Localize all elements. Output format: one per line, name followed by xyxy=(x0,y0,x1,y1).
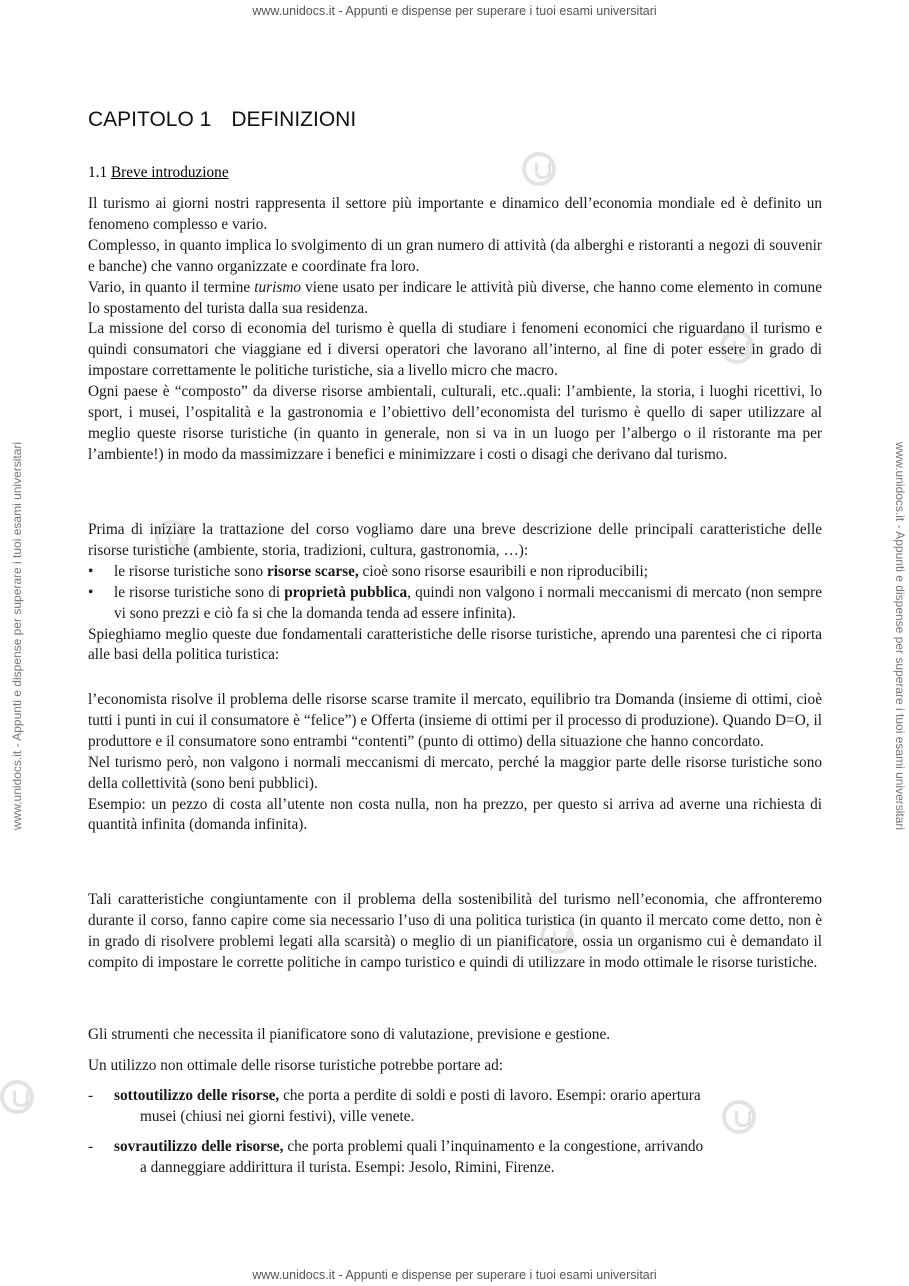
watermark-logo-icon xyxy=(522,152,556,186)
bullet-list xyxy=(88,562,822,625)
dash-icon: - xyxy=(88,1137,94,1155)
watermark-bottom xyxy=(0,1268,909,1282)
chapter-heading xyxy=(88,108,356,132)
list-item: - sovrautilizzo delle risorse, che porta problemi quali l’inquinamento e la congestione, arrivando a danneggiare addirittura il turista. Esempi: Jesolo, Rimini, Firenze. xyxy=(88,1137,704,1176)
chapter-number: CAPITOLO 1 xyxy=(88,108,212,131)
paragraph: La missione del corso di economia del turismo è quella di studiare i fenomeni economici che riguardano il turismo e quindi consumatori che viaggiane ed i diversi operatori che lavorano all’interno, al fine di poter essere in grado di impostare correttamente le politiche turistiche, sia a livello micro che macro. xyxy=(88,320,822,380)
paragraph: l’economista risolve il problema delle risorse scarse tramite il mercato, equilibrio tra Domanda (insieme di ottimi, cioè tutti i punti in cui il consumatore è “felice”) e Offerta (insieme di ottimi per il processo di produzione). Quando D=O, il produttore e il consumatore sono entrambi “contenti” (punto di ottimo) della situazione che hanno concordato. xyxy=(88,691,822,750)
dash-icon: - xyxy=(88,1087,94,1104)
market-block xyxy=(88,690,822,836)
watermark-left: www.unidocs.it - Appunti e dispense per superare i tuoi esami universitari xyxy=(10,441,24,831)
paragraph: Gli strumenti che necessita il pianificatore sono di valutazione, previsione e gestione. xyxy=(88,1026,611,1043)
emphasis-term: turismo xyxy=(254,278,302,296)
tools-line xyxy=(88,1025,822,1046)
list-item: • le risorse turistiche sono risorse scarse, cioè sono risorse esauribili e non riproducibili; xyxy=(88,562,822,583)
paragraph: Vario, in quanto il termine turismo viene usato per indicare le attività più diverse, che hanno come elemento in comune lo spostamento del turista dalla sua residenza. xyxy=(88,278,822,317)
paragraph: Nel turismo però, non valgono i normali meccanismi di mercato, perché la maggior parte delle risorse turistiche sono della collettività (sono beni pubblici). xyxy=(88,753,822,792)
paragraph: Prima di iniziare la trattazione del corso vogliamo dare una breve descrizione delle principali caratteristiche delle risorse turistiche (ambiente, storia, tradizioni, cultura, gastronomia, …): xyxy=(88,521,822,559)
characteristics-block xyxy=(88,520,822,666)
paragraph: Complesso, in quanto implica lo svolgimento di un gran numero di attività (da alberghi e ristoranti a negozi di souvenir e banche) che vanno organizzate e coordinate fra loro. xyxy=(88,236,822,275)
watermark-bottom-text: www.unidocs.it - Appunti e dispense per superare i tuoi esami universitari xyxy=(252,1268,657,1282)
watermark-top xyxy=(0,4,909,18)
watermark-right: www.unidocs.it - Appunti e dispense per superare i tuoi esami universitari xyxy=(893,441,907,831)
dash-list-block xyxy=(88,1086,822,1188)
paragraph: Ogni paese è “composto” da diverse risorse ambientali, culturali, etc..quali: l’ambiente, la storia, i luoghi ricettivi, lo sport, i musei, l’ospitalità e la gastronomia e l’obiettivo dell’economista del turismo è quello di saper utilizzare al meglio queste risorse turistiche (in quanto in generale, non si va in un luogo per l’albergo o il ristorante ma per l’ambiente!) in modo da massimizzare i benefici e minimizzare i costi o disagi che derivano dal turismo. xyxy=(88,383,822,463)
chapter-title: DEFINIZIONI xyxy=(231,108,357,131)
watermark-logo-icon xyxy=(0,1080,34,1114)
paragraph: Esempio: un pezzo di costa all’utente non costa nulla, non ha prezzo, per questo si arriva ad averne una richiesta di quantità infinita (domanda infinita). xyxy=(88,795,822,834)
list-item: - sottoutilizzo delle risorse, che porta a perdite di soldi e posti di lavoro. Esempi: orario apertura musei (chiusi nei giorni festivi), ville venete. xyxy=(88,1087,701,1125)
paragraph: Spieghiamo meglio queste due fondamentali caratteristiche delle risorse turistiche, aprendo una parentesi che ci riporta alle basi della politica turistica: xyxy=(88,625,822,664)
list-item: • le risorse turistiche sono di proprietà pubblica, quindi non valgono i normali meccanismi di mercato (non sempre vi sono prezzi e ciò fa si che la domanda tenda ad essere infinita). xyxy=(88,583,822,622)
non-optimal-line xyxy=(88,1056,822,1077)
section-heading xyxy=(88,163,229,184)
intro-block xyxy=(88,194,822,466)
bullet-icon: • xyxy=(88,583,94,601)
planner-block xyxy=(88,890,822,974)
paragraph: Un utilizzo non ottimale delle risorse turistiche potrebbe portare ad: xyxy=(88,1057,504,1074)
bullet-icon: • xyxy=(88,562,94,580)
section-title: Breve introduzione xyxy=(110,164,229,181)
section-number: 1.1 xyxy=(88,164,108,181)
dash-list xyxy=(88,1086,822,1179)
watermark-top-text: www.unidocs.it - Appunti e dispense per superare i tuoi esami universitari xyxy=(252,4,657,18)
paragraph: Tali caratteristiche congiuntamente con il problema della sostenibilità del turismo nell’economia, che affronteremo durante il corso, fanno capire come sia necessario l’uso di una politica turistica (in quanto il mercato come detto, non è in grado di risolvere problemi legati alla scarsità) o meglio di un pianificatore, ossia un organismo cui è demandato il compito di impostare le corrette politiche in campo turistico e quindi di utilizzare in modo ottimale le risorse turistiche. xyxy=(88,891,822,971)
paragraph: Il turismo ai giorni nostri rappresenta il settore più importante e dinamico dell’economia mondiale ed è definito un fenomeno complesso e vario. xyxy=(88,195,822,233)
